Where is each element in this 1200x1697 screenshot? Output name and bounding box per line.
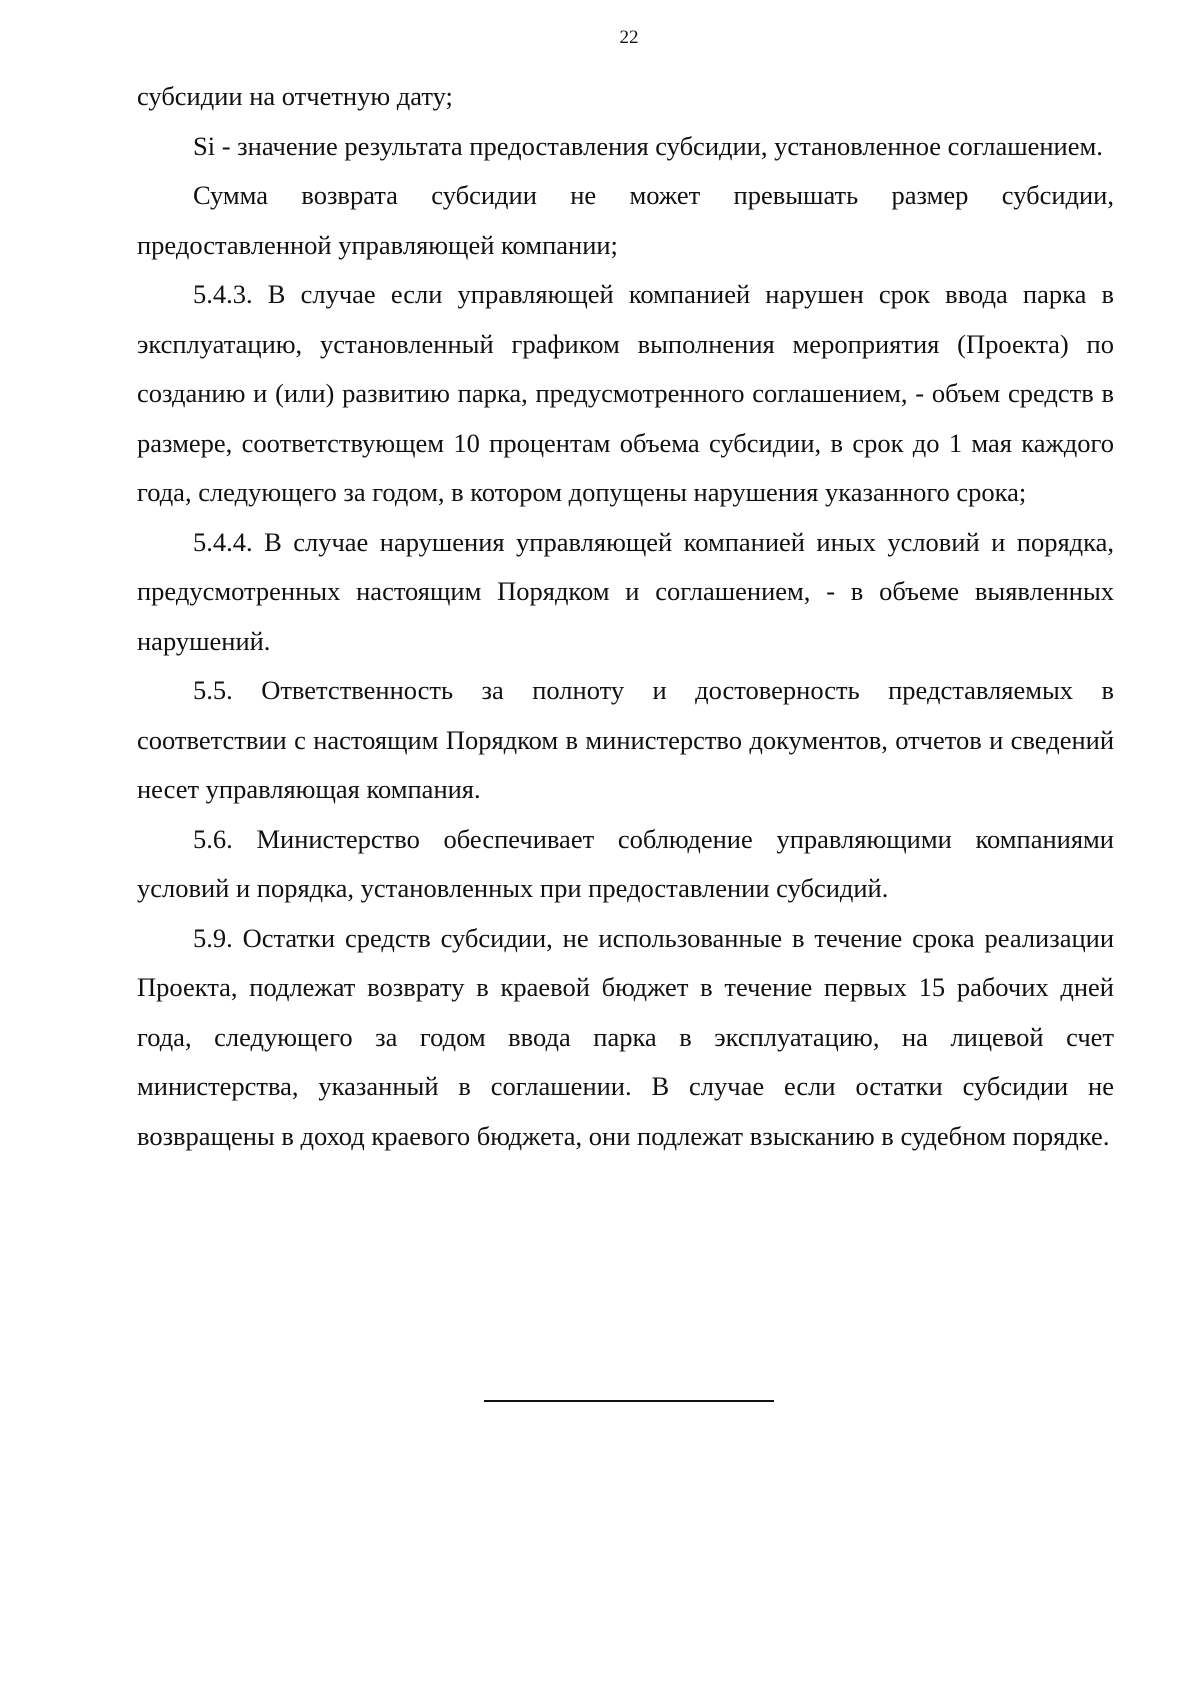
- paragraph-continuation: субсидии на отчетную дату;: [137, 81, 453, 111]
- paragraph-si-definition: Si - значение результата предоставления субсидии, установленное соглашением.: [193, 130, 1103, 161]
- paragraph-5-4-3: 5.4.3. В случае если управляющей компанией нарушен срок ввода парка в эксплуатацию, установленный графиком выполнения мероприятия (Проекта) по созданию и (или) развитию парка, предусмотренного соглашением, - объем средств в размере, соответствующем 10 процентам объема субсидии, в срок до 1 мая каждого года, следующего за годом, в котором допущены нарушения указанного срока;: [137, 279, 1114, 507]
- paragraph-5-9: 5.9. Остатки средств субсидии, не использованные в течение срока реализации Проекта, подлежат возврату в краевой бюджет в течение первых 15 рабочих дней года, следующего за годом ввода парка в эксплуатацию, на лицевой счет министерства, указанный в соглашении. В случае если остатки субсидии не возвращены в доход краевого бюджета, они подлежат взысканию в судебном порядке.: [137, 922, 1114, 1151]
- paragraph-5-4-4: 5.4.4. В случае нарушения управляющей компанией иных условий и порядка, предусмотренных настоящим Порядком и соглашением, - в объеме выявленных нарушений.: [137, 526, 1114, 656]
- paragraph-refund-limit: Сумма возврата субсидии не может превышать размер субсидии, предоставленной управляющей компании;: [137, 180, 1114, 260]
- document-body: [137, 72, 1114, 1161]
- paragraph-5-6: 5.6. Министерство обеспечивает соблюдение управляющими компаниями условий и порядка, установленных при предоставлении субсидий.: [137, 823, 1114, 903]
- page-number: 22: [619, 27, 639, 48]
- end-of-document-rule: [484, 1400, 774, 1402]
- paragraph-5-5: 5.5. Ответственность за полноту и достоверность представляемых в соответствии с настоящим Порядком в министерство документов, отчетов и сведений несет управляющая компания.: [137, 675, 1114, 804]
